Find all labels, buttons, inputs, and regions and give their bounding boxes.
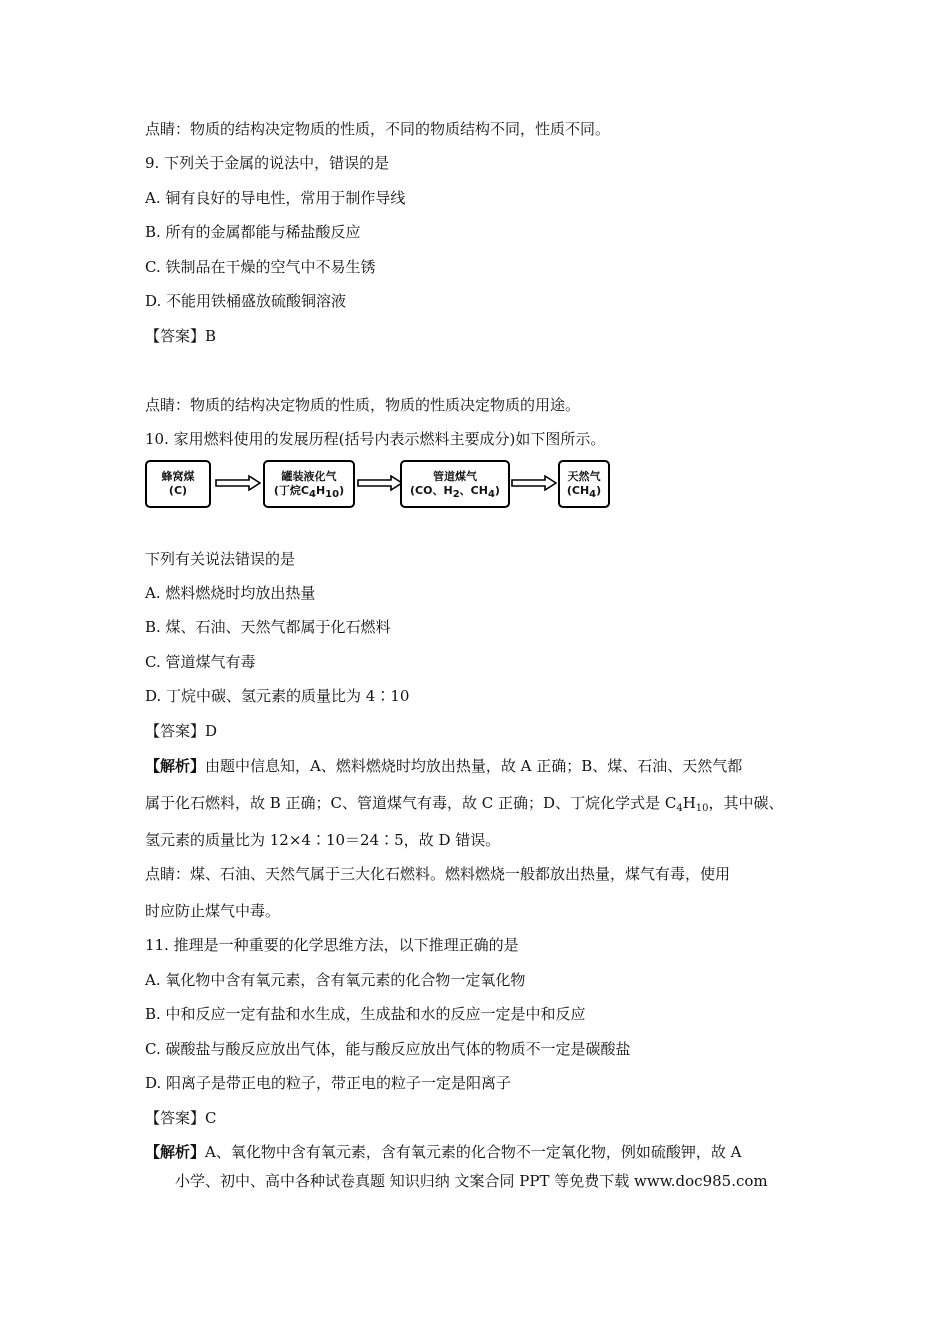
q10-option-d: D. 丁烷中碳、氢元素的质量比为 4∶10: [145, 687, 410, 705]
fuel-name: 天然气: [567, 470, 601, 483]
q9-option-c: C. 铁制品在干燥的空气中不易生锈: [145, 258, 376, 276]
fuel-box-natural-gas: [558, 460, 610, 508]
q10-tip-line-1: 点睛：煤、石油、天然气属于三大化石燃料。燃料燃烧一般都放出热量，煤气有毒，使用: [145, 865, 731, 883]
fuel-name: 管道煤气: [433, 470, 477, 483]
q11-stem: 11. 推理是一种重要的化学思维方法，以下推理正确的是: [145, 936, 519, 954]
q10-option-a: A. 燃料燃烧时均放出热量: [145, 584, 316, 602]
q9-option-a: A. 铜有良好的导电性，常用于制作导线: [145, 189, 406, 207]
q11-answer: 【答案】C: [145, 1109, 217, 1127]
fuel-box-pipeline-gas: [400, 460, 510, 508]
q10-analysis-line-3: 氢元素的质量比为 12×4∶10＝24∶5，故 D 错误。: [145, 831, 501, 849]
q10-stem: 10. 家用燃料使用的发展历程(括号内表示燃料主要成分)如下图所示。: [145, 430, 606, 448]
fuel-formula: $(CH_4)$: [566, 484, 602, 500]
fuel-formula: (C): [168, 484, 188, 497]
q11-option-b: B. 中和反应一定有盐和水生成，生成盐和水的反应一定是中和反应: [145, 1005, 586, 1023]
q11-option-d: D. 阳离子是带正电的粒子，带正电的粒子一定是阳离子: [145, 1074, 512, 1092]
q10-prompt: 下列有关说法错误的是: [145, 550, 296, 568]
q10-option-c: C. 管道煤气有毒: [145, 653, 256, 671]
q11-option-a: A. 氧化物中含有氧元素，含有氧元素的化合物一定氧化物: [145, 971, 526, 989]
fuel-history-diagram: [145, 460, 615, 512]
q9-option-b: B. 所有的金属都能与稀盐酸反应: [145, 223, 361, 241]
fuel-box-lpg: [263, 460, 355, 508]
q10-tip-line-2: 时应防止煤气中毒。: [145, 902, 281, 920]
q8-tip: 点睛：物质的结构决定物质的性质，不同的物质结构不同，性质不同。: [145, 120, 611, 138]
q11-option-c: C. 碳酸盐与酸反应放出气体，能与酸反应放出气体的物质不一定是碳酸盐: [145, 1040, 631, 1058]
q9-option-d: D. 不能用铁桶盛放硫酸铜溶液: [145, 292, 347, 310]
q10-analysis-line-1: 【解析】由题中信息知，A、燃料燃烧时均放出热量，故 A 正确；B、煤、石油、天然气都: [145, 757, 743, 775]
fuel-box-honeycomb-coal: [145, 460, 211, 508]
fuel-name: 蜂窝煤: [161, 470, 195, 483]
q9-stem: 9. 下列关于金属的说法中，错误的是: [145, 154, 390, 172]
fuel-formula: (丁烷$C_4H_{10}$): [273, 484, 345, 500]
q10-answer: 【答案】D: [145, 722, 218, 740]
fuel-name: 罐装液化气: [281, 470, 337, 483]
arrow-right-icon: [215, 475, 261, 491]
page-footer: 小学、初中、高中各种试卷真题 知识归纳 文案合同 PPT 等免费下载 www.doc985.com: [175, 1172, 768, 1190]
fuel-formula: (CO、$H_2$、$CH_4$): [410, 484, 500, 500]
analysis-label: 【解析】: [145, 1143, 206, 1161]
analysis-label: 【解析】: [145, 757, 206, 775]
q11-analysis-line-1: 【解析】A、氧化物中含有氧元素，含有氧元素的化合物不一定氧化物，例如硫酸钾，故 A: [145, 1143, 742, 1161]
q9-answer: 【答案】B: [145, 327, 217, 345]
q9-tip: 点睛：物质的结构决定物质的性质，物质的性质决定物质的用途。: [145, 396, 581, 414]
arrow-right-icon: [357, 475, 403, 491]
q10-option-b: B. 煤、石油、天然气都属于化石燃料: [145, 618, 391, 636]
arrow-right-icon: [511, 475, 557, 491]
q10-analysis-line-2: 属于化石燃料，故 B 正确；C、管道煤气有毒，故 C 正确；D、丁烷化学式是 $C_4H_{10}$，其中碳、: [145, 794, 784, 814]
